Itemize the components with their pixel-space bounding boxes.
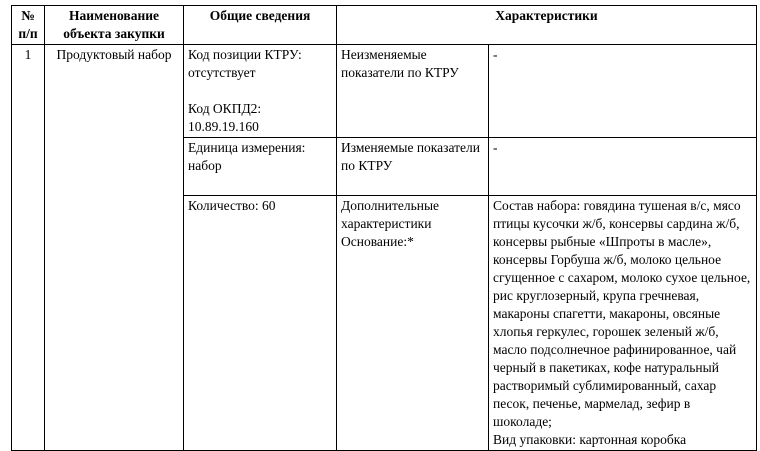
unit-cell: Единица измерения: набор bbox=[184, 138, 337, 196]
spacer bbox=[188, 82, 332, 100]
okpd2-code: Код ОКПД2: 10.89.19.160 bbox=[188, 101, 262, 134]
general-info-cell bbox=[184, 45, 337, 138]
set-composition: Состав набора: говядина тушеная в/с, мясо птицы кусочки ж/б, консервы сардина ж/б, консервы рыбные «Шпроты в масле», консервы Горбуша ж/б, молоко цельное сгущенное с сахаром, молоко сухое цельное, рис круглозерный, крупа гречневая, макароны спагетти, макароны, овсяные хлопья геркулес, горошек зеленый ж/б, масло подсолнечное рафинированное, чай черный в пакетиках, кофе натуральный растворимый сублимированный, сахар песок, печенье, мармелад, зефир в шоколаде; bbox=[493, 198, 751, 429]
char-value-cell bbox=[489, 196, 757, 451]
ktru-code: Код позиции КТРУ: отсутствует bbox=[188, 47, 302, 80]
procurement-spec-table bbox=[11, 5, 757, 451]
item-name: Продуктовый набор bbox=[45, 45, 184, 451]
char-label-cell: Изменяемые показатели по КТРУ bbox=[337, 138, 489, 196]
char-label-cell: Дополнительные характеристики Основание:* bbox=[337, 196, 489, 451]
quantity-cell: Количество: 60 bbox=[184, 196, 337, 451]
header-num: № п/п bbox=[12, 6, 45, 45]
header-row bbox=[12, 6, 757, 45]
char-value-cell: - bbox=[489, 138, 757, 196]
header-general-info: Общие сведения bbox=[184, 6, 337, 45]
header-characteristics: Характеристики bbox=[337, 6, 757, 45]
header-object-name: Наименование объекта закупки bbox=[45, 6, 184, 45]
packaging-type: Вид упаковки: картонная коробка bbox=[493, 432, 687, 447]
char-label-cell: Неизменяемые показатели по КТРУ bbox=[337, 45, 489, 138]
item-number: 1 bbox=[12, 45, 45, 451]
table-row bbox=[12, 45, 757, 138]
char-value-cell: - bbox=[489, 45, 757, 138]
